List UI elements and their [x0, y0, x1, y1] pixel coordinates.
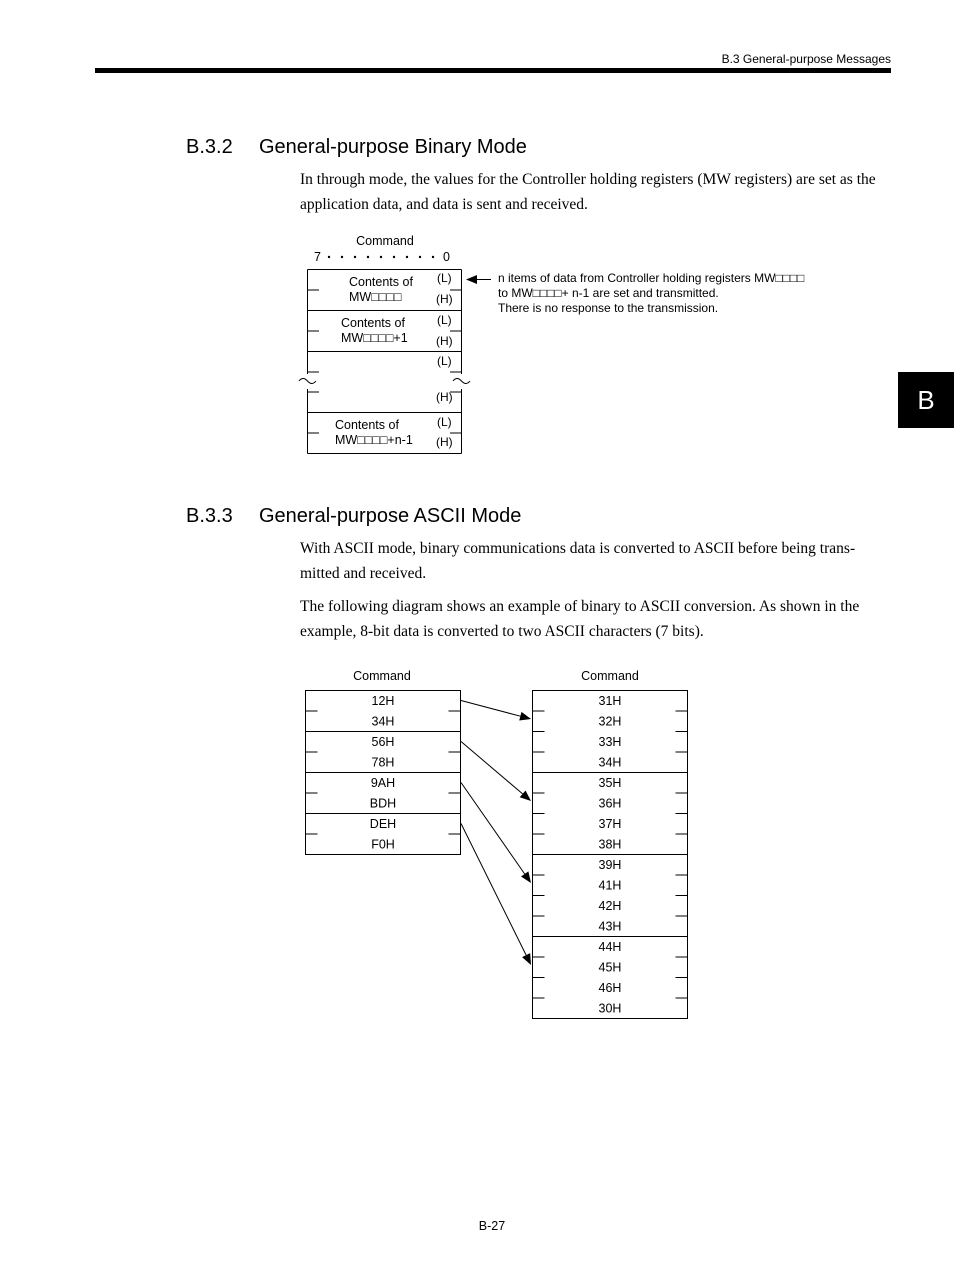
- byte-value: DEH: [369, 817, 397, 831]
- conversion-arrow-line: [461, 783, 525, 874]
- byte-value: 38H: [598, 837, 622, 852]
- section-body-ascii-2: The following diagram shows an example of binary to ASCII conversion. As shown in the example, 8-bit data is converted to two ASCII characters (7 bits).: [300, 598, 860, 640]
- right-command-label: Command: [581, 669, 639, 683]
- byte-value: 46H: [598, 981, 622, 995]
- byte-value: 33H: [598, 735, 622, 749]
- conversion-arrow-line: [461, 701, 520, 717]
- row-label-line2: MW□□□□+1: [341, 331, 408, 345]
- byte-value: 31H: [598, 694, 622, 708]
- low-byte-label: (L): [437, 313, 452, 327]
- byte-value: 78H: [371, 755, 395, 770]
- section-title: General-purpose Binary Mode: [259, 136, 527, 158]
- byte-value: BDH: [369, 796, 397, 811]
- note-line-1: n items of data from Controller holding registers MW□□□□: [498, 271, 805, 285]
- high-byte-label: (H): [436, 334, 453, 348]
- high-byte-label: (H): [436, 390, 453, 404]
- byte-value: 30H: [598, 1001, 622, 1016]
- byte-value: 41H: [598, 878, 622, 893]
- byte-value: 45H: [598, 960, 622, 975]
- conversion-arrow-line: [461, 742, 523, 794]
- section-number: B.3.2: [186, 136, 233, 158]
- row-label-line1: Contents of: [341, 316, 405, 330]
- section-title: General-purpose ASCII Mode: [259, 505, 522, 527]
- left-command-label: Command: [353, 669, 411, 683]
- conversion-arrows: [461, 701, 531, 966]
- byte-value: 34H: [371, 714, 395, 729]
- row-label-line1: Contents of: [349, 275, 413, 289]
- row-label-line2: MW□□□□: [349, 290, 402, 304]
- byte-value: 9AH: [370, 776, 396, 790]
- conversion-arrow-head: [519, 712, 531, 721]
- byte-value: 56H: [371, 735, 395, 749]
- body-line: With ASCII mode, binary communications data is converted to ASCII before being trans-: [300, 540, 856, 557]
- bit-high-label: 7: [314, 250, 321, 264]
- byte-value: 32H: [598, 714, 622, 729]
- running-header: B.3 General-purpose Messages: [721, 52, 891, 66]
- conversion-arrow-head: [520, 790, 531, 801]
- row-label-line2: MW□□□□+n-1: [335, 433, 413, 447]
- byte-value: 37H: [598, 817, 622, 831]
- byte-value: 44H: [598, 940, 622, 954]
- binary-column: [306, 691, 461, 855]
- byte-value: 43H: [598, 919, 622, 934]
- byte-value: 35H: [598, 776, 622, 790]
- byte-value: F0H: [371, 837, 395, 852]
- byte-value: 42H: [598, 899, 622, 913]
- body-line: mitted and received.: [300, 564, 427, 582]
- low-byte-label: (L): [437, 415, 452, 429]
- row-label-line1: Contents of: [335, 418, 399, 432]
- section-body-binary: In through mode, the values for the Controller holding registers (MW registers) are set as the application data, and data is sent and received.: [300, 171, 876, 213]
- byte-value: 39H: [598, 858, 622, 872]
- page-number: B-27: [478, 1219, 506, 1233]
- conversion-arrow-head: [521, 871, 531, 883]
- conversion-arrow-line: [461, 824, 526, 956]
- high-byte-label: (H): [436, 435, 453, 449]
- note-line-2: to MW□□□□+ n-1 are set and transmitted.: [498, 286, 719, 300]
- note-line-3: There is no response to the transmission.: [498, 301, 719, 315]
- ascii-column: [533, 691, 688, 1019]
- byte-value: 34H: [598, 755, 622, 770]
- low-byte-label: (L): [437, 354, 452, 368]
- bit-low-label: 0: [443, 250, 450, 264]
- command-label: Command: [356, 234, 414, 248]
- byte-value: 36H: [598, 796, 622, 811]
- section-number: B.3.3: [186, 505, 233, 527]
- high-byte-label: (H): [436, 292, 453, 306]
- byte-value: 12H: [371, 694, 395, 708]
- appendix-tab: B: [898, 372, 954, 428]
- low-byte-label: (L): [437, 271, 452, 285]
